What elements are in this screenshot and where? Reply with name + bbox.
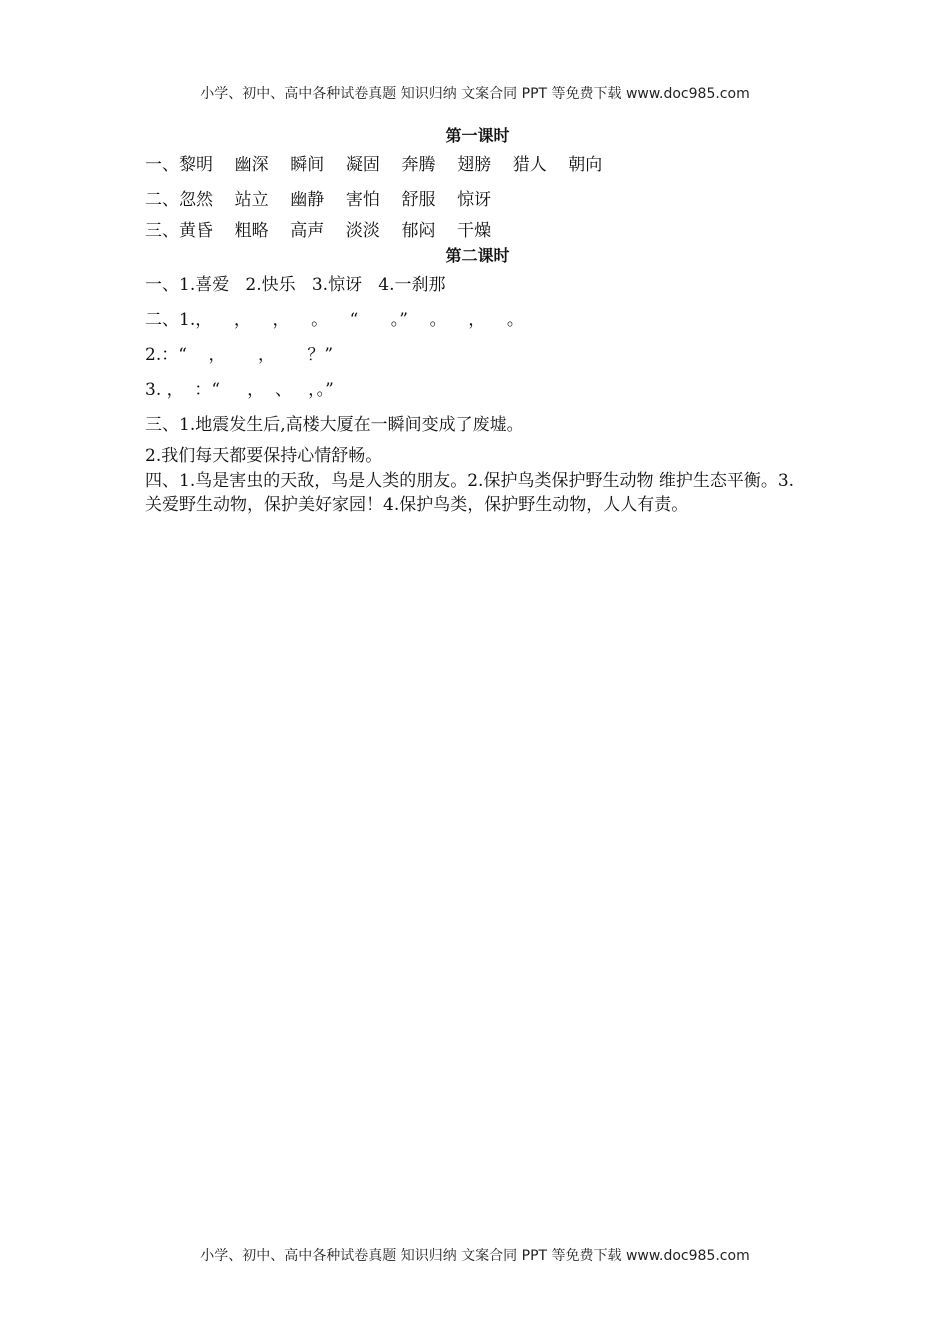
lesson2-row-7: 四、1.鸟是害虫的天敌，鸟是人类的朋友。2.保护鸟类保护野生动物 维护生态平衡。3.关爱野生动物，保护美好家园！4.保护鸟类，保护野生动物，人人有责。 [145,471,795,515]
lesson2-row-3: 2.：“ ， ， ？” [145,345,334,365]
lesson2-row-6: 2.我们每天都要保持心情舒畅。 [145,446,383,466]
footer-banner: 小学、初中、高中各种试卷真题 知识归纳 文案合同 PPT 等免费下载 www.doc985.com [200,1248,750,1264]
lesson1-title: 第一课时 [445,126,510,145]
lesson1-row-3: 三、黄昏 粗略 高声 淡淡 郁闷 干燥 [145,221,492,241]
answer-content [145,124,810,517]
lesson1-row-1: 一、黎明 幽深 瞬间 凝固 奔腾 翅膀 猎人 朝向 [145,155,603,175]
lesson2-row-1: 一、1.喜爱 2.快乐 3.惊讶 4.一刹那 [145,275,446,295]
lesson2-row-5: 三、1.地震发生后,高楼大厦在一瞬间变成了废墟。 [145,415,524,435]
header-banner: 小学、初中、高中各种试卷真题 知识归纳 文案合同 PPT 等免费下载 www.doc985.com [200,86,750,102]
lesson2-title: 第二课时 [445,246,510,265]
lesson2-row-2: 二、1.， ， ， 。 “ 。” 。 ， 。 [145,310,524,330]
lesson2-row-4: 3. ， ：“ ， 、 ，。” [145,380,334,400]
lesson1-row-2: 二、忽然 站立 幽静 害怕 舒服 惊讶 [145,190,492,210]
